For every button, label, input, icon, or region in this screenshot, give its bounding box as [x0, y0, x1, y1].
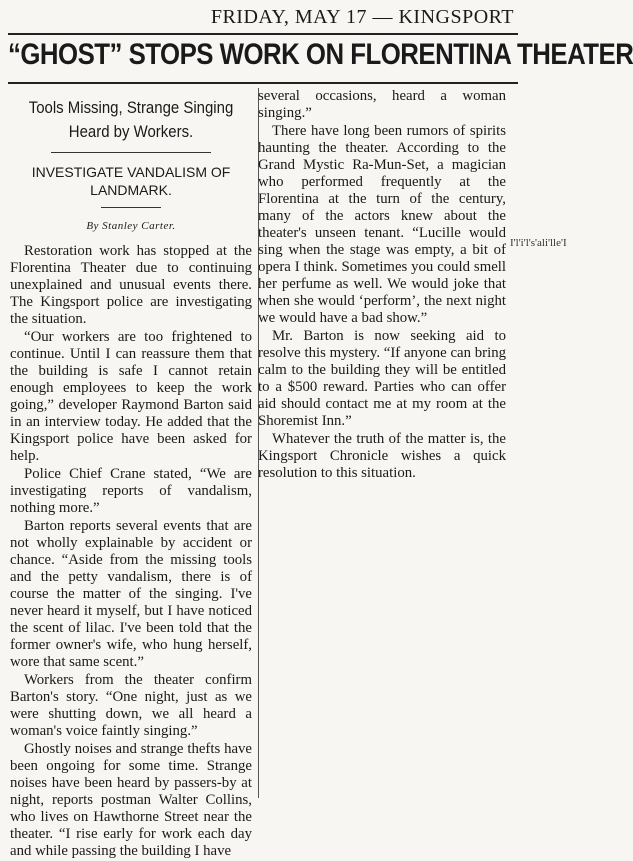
- paragraph: Barton reports several events that are not wholly explainable by accident or chance. “Aside from the missing tools and the petty vandalism, there is of course the matter of the singing. I've never heard it myself, but I have noticed the scent of lilac. I've been told that the former owner's wife, who hung herself, wore that same scent.”: [10, 518, 252, 670]
- headline: “GHOST” STOPS WORK ON FLORENTINA THEATER: [8, 38, 633, 71]
- article-column-2: [258, 88, 506, 483]
- dateline: FRIDAY, MAY 17 — KINGSPORT: [210, 6, 514, 28]
- subheadline: Tools Missing, Strange Singing Heard by Workers.: [28, 98, 234, 141]
- article-column-1: [10, 90, 252, 861]
- paragraph: Restoration work has stopped at the Florentina Theater due to continuing unexplained and unusual events there. The Kingsport police are investigating the situation.: [10, 243, 252, 327]
- paragraph: Mr. Barton is now seeking aid to resolve this mystery. “If anyone can bring calm to the building they will be entitled to a $500 reward. Parties who can offer aid should contact me at my room at the Shoremist Inn.”: [258, 328, 506, 429]
- paragraph: There have long been rumors of spirits haunting the theater. According to the Grand Mystic Ra-Mun-Set, a magician who performed frequently at the Florentina at the turn of the century, many of the actors knew about the theater's unseen tenant. “Lucille would sing when the stage was empty, a bit of opera I think. Sometimes you could smell her perfume as well. We would joke that when she would ‘perform’, the next night we would have a bad show.”: [258, 123, 506, 326]
- deck: INVESTIGATE VANDALISM OF LANDMARK.: [31, 164, 231, 198]
- deck-rule: [101, 207, 161, 208]
- paragraph: Ghostly noises and strange thefts have been ongoing for some time. Strange noises have been heard by passers-by at night, reports postman Walter Collins, who lives on Hawthorne Street near the theater. “I rise early for work each day and while passing the building I have: [10, 741, 252, 859]
- adjacent-column-fragment: I'l'i'l's'ali'lle'I: [510, 237, 567, 249]
- paragraph: Workers from the theater confirm Barton's story. “One night, just as we were shutting down, we all heard a woman's voice faintly singing.”: [10, 672, 252, 739]
- headline-rule: [8, 82, 518, 84]
- paragraph: Whatever the truth of the matter is, the Kingsport Chronicle wishes a quick resolution to this situation.: [258, 431, 506, 481]
- paragraph: Police Chief Crane stated, “We are investigating reports of vandalism, nothing more.”: [10, 466, 252, 516]
- paragraph: “Our workers are too frightened to continue. Until I can reassure them that the building is safe I cannot retain enough employees to keep the work going,” developer Raymond Barton said in an interview today. He added that the Kingsport police have been asked for help.: [10, 329, 252, 464]
- paragraph: several occasions, heard a woman singing.”: [258, 88, 506, 121]
- subhead-rule: [51, 152, 211, 153]
- byline: By Stanley Carter.: [86, 220, 176, 232]
- top-rule: [8, 33, 518, 35]
